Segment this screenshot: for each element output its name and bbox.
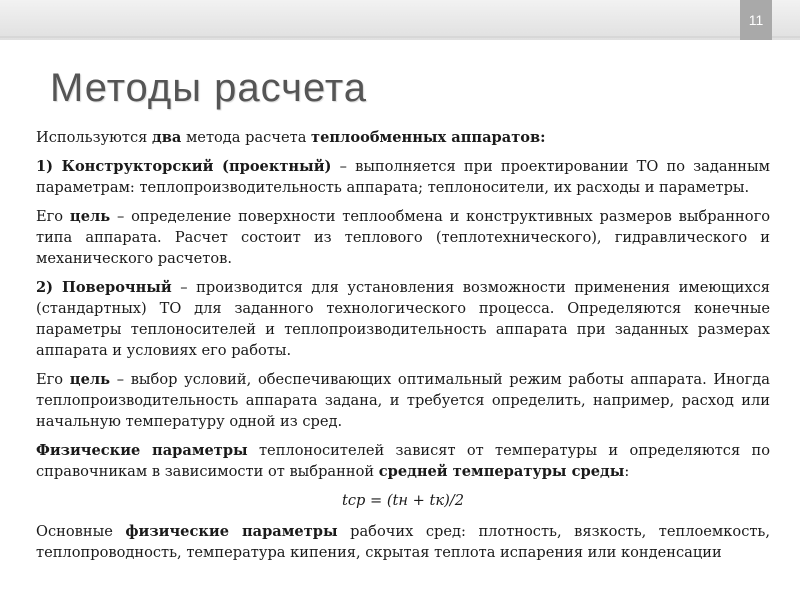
paragraph-check-goal [36, 369, 770, 432]
text: – выбор условий, обеспечивающих оптимальный режим работы аппарата. Иногда теплопроизводительность аппарата задана, и требуется определить, например, расход или начальную температуру одной из сред. [36, 371, 770, 430]
emphasis: два [151, 129, 182, 146]
text: – выполняется при проектировании ТО по заданным параметрам: теплопроизводительность аппарата; теплоносители, их расходы и параметры. [36, 158, 770, 196]
text: рабочих сред: плотность, вязкость, теплоемкость, теплопроводность, температура кипения, скрытая теплота испарения или конденсации [36, 523, 771, 561]
text: Его [36, 208, 70, 225]
text: – производится для установления возможности применения имеющихся (стандартных) ТО для заданного технологического процесса. Определяются конечные параметры теплоносителей и теплопроизводительность аппарата при заданных размерах аппарата и условиях его работы. [36, 279, 770, 359]
paragraph-check-method [36, 277, 770, 361]
header-bar [0, 0, 800, 40]
formula-mean-temperature: tср = (tн + tк)/2 [341, 492, 465, 509]
text: – определение поверхности теплообмена и конструктивных размеров выбранного типа аппарата. Расчет состоит из теплового (теплотехнического), гидравлического и механического расчетов. [36, 208, 770, 267]
emphasis: Физические параметры [36, 442, 248, 459]
paragraph-physical-params [36, 440, 770, 482]
text: Используются [36, 129, 152, 146]
paragraph-design-method [36, 156, 770, 198]
emphasis: средней температуры среды [378, 463, 625, 480]
emphasis: 2) Поверочный [36, 279, 172, 296]
paragraph-main-params [36, 521, 770, 563]
slide-body [36, 127, 770, 571]
emphasis: цель [69, 208, 111, 225]
emphasis: 1) Конструкторский (проектный) [36, 158, 332, 175]
text: Его [36, 371, 70, 388]
slide-title: Методы расчета [50, 66, 368, 110]
text: метода расчета [181, 129, 312, 146]
emphasis: теплообменных аппаратов: [311, 129, 546, 146]
emphasis: цель [69, 371, 111, 388]
slide-number: 11 [740, 0, 772, 40]
text: : [624, 463, 630, 480]
paragraph-design-goal [36, 206, 770, 269]
text: теплоносителей зависят от температуры и определяются по справочникам в зависимости от выбранной [36, 442, 770, 480]
emphasis: физические параметры [125, 523, 338, 540]
text: Основные [36, 523, 126, 540]
header-divider [0, 36, 800, 38]
paragraph-intro [36, 127, 770, 148]
